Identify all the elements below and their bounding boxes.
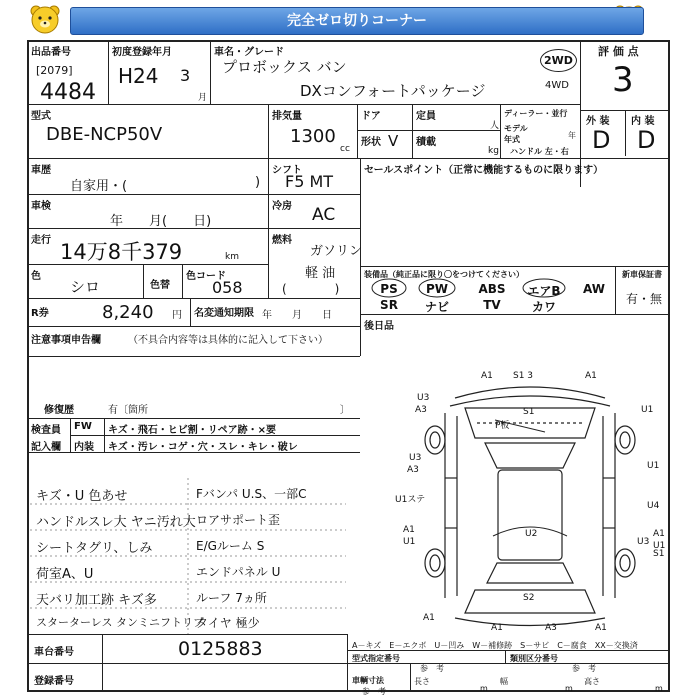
svg-text:A3: A3: [407, 465, 419, 475]
model-label: 型式: [31, 111, 51, 122]
equip-navi: ナビ: [424, 300, 449, 314]
notes-guide-lines: [28, 478, 348, 634]
svg-text:P板: P板: [495, 421, 510, 431]
svg-text:U1: U1: [641, 405, 654, 415]
reg-month-unit: 月: [198, 93, 208, 103]
load-label: 積載: [416, 137, 436, 148]
repair-bracket: 〕: [340, 405, 350, 416]
dim-height: 高さ: [584, 677, 600, 686]
shift-label: シフト: [272, 165, 302, 176]
car-label: 車名・グレード: [214, 47, 284, 58]
equipment-circles: [370, 278, 610, 298]
note-right-1: Fバンパ U.S、一部C: [196, 487, 307, 501]
history-close: ): [255, 175, 261, 190]
color-change-label: 色替: [150, 280, 170, 291]
svg-text:A1: A1: [491, 623, 503, 633]
equip-sr: SR: [380, 298, 398, 312]
car-grade: DXコンフォートパッケージ: [300, 82, 486, 100]
inspector-label: 検査員: [31, 425, 61, 436]
warranty-value: 有・無: [626, 292, 663, 306]
note-left-1: キズ・U 色あせ: [36, 489, 128, 504]
color-label: 色: [31, 271, 41, 282]
note-right-3: E/Gルーム S: [196, 539, 265, 553]
dim-width-unit: m: [565, 684, 573, 693]
svg-text:A1: A1: [423, 613, 435, 623]
note-left-5: 天バリ加工跡 キズ多: [36, 593, 157, 608]
lot-code: [2079]: [36, 64, 73, 77]
dim-height-unit: m: [655, 684, 663, 693]
mileage-unit: km: [225, 252, 239, 262]
ac-value: AC: [312, 205, 336, 225]
type-designation-sub: 参 考: [420, 664, 444, 673]
shape-value: V: [388, 132, 399, 150]
interior-entry-label: 内装: [74, 442, 94, 453]
dealer-label: ディーラー・並行: [504, 109, 568, 118]
dim-width: 幅: [500, 677, 508, 686]
tax-label: 名変通知期限: [194, 308, 254, 319]
recycle-label: R券: [31, 308, 49, 319]
note-left-6: スターターレス タンミニフトリブ: [36, 616, 204, 629]
chassis-label: 車台番号: [34, 647, 74, 658]
dimensions-label: 車輌寸法: [352, 676, 384, 685]
svg-text:S1 3: S1 3: [513, 371, 534, 381]
svg-text:A3: A3: [415, 405, 427, 415]
reg-month: 3: [180, 66, 191, 85]
dim-length: 長さ: [414, 677, 430, 686]
reg-year-era: H24: [118, 64, 159, 88]
svg-text:S2: S2: [523, 593, 535, 603]
shape-label: 形状: [361, 137, 381, 148]
door-label: ドア: [361, 111, 381, 122]
interior-items: キズ・汚レ・コゲ・穴・スレ・キレ・破レ: [108, 442, 298, 453]
load-unit: kg: [488, 146, 499, 156]
entry-label: 記入欄: [31, 442, 61, 453]
svg-text:U1: U1: [647, 461, 660, 471]
svg-text:S1: S1: [653, 549, 665, 559]
mileage-label: 走行: [31, 235, 51, 246]
equip-pw: PW: [425, 282, 449, 296]
svg-text:U3: U3: [637, 537, 650, 547]
damage-legend: A－キズ E－エクボ U－凹み W－補修跡 S－サビ C－腐食 XX－交換済: [352, 641, 638, 650]
car-name: プロボックス バン: [222, 58, 347, 76]
note-left-2: ハンドルスレ大 ヤニ汚れ大: [36, 515, 196, 530]
equip-ps: PS: [380, 282, 398, 296]
inspection-label: 車検: [31, 201, 51, 212]
model-year-unit: 年: [568, 131, 576, 140]
svg-text:U1: U1: [653, 541, 665, 551]
color-code-label: 色コード: [186, 271, 226, 282]
note-right-5: ルーフ 7ヵ所: [196, 591, 267, 605]
drive-2wd: 2WD: [540, 49, 577, 72]
banner-title: 完全ゼロ切りコーナー: [70, 7, 644, 35]
equip-aw: AW: [583, 282, 605, 296]
svg-text:U2: U2: [525, 529, 538, 539]
registration-label: 登録番号: [34, 676, 74, 687]
class-number-label: 類別区分番号: [510, 654, 558, 663]
fw-items: キズ・飛石・ヒビ割・リペア跡・×要: [108, 425, 276, 436]
fuel-gasoline: ガソリン: [310, 244, 363, 259]
note-right-6: タイヤ 極少: [196, 616, 260, 630]
svg-text:A1: A1: [403, 525, 415, 535]
type-designation-label: 型式指定番号: [352, 654, 400, 663]
interior-score: D: [637, 126, 656, 154]
history-value: 自家用・(: [70, 179, 128, 194]
score-label: 評 価 点: [598, 45, 639, 58]
aftermarket-label: 後日品: [364, 321, 394, 332]
repair-value: 有〔箇所: [108, 405, 148, 416]
bear-mascot-icon: [28, 3, 62, 37]
svg-text:A1: A1: [653, 529, 665, 539]
svg-text:U3: U3: [409, 453, 422, 463]
capacity-unit: 人: [490, 121, 500, 131]
notes-section-label: 注意事項申告欄: [31, 335, 101, 346]
inspection-value: 年 月( 日): [110, 214, 212, 229]
recycle-value: 8,240: [102, 302, 154, 323]
car-damage-diagram: [395, 368, 665, 633]
model-value: DBE-NCP50V: [46, 124, 163, 145]
equip-airbag: エアB: [527, 284, 561, 298]
drive-4wd: 4WD: [545, 80, 569, 91]
fw-label: FW: [74, 421, 92, 432]
repair-label: 修復歴: [44, 405, 74, 416]
color-code: 058: [212, 278, 243, 297]
note-left-4: 荷室A、U: [36, 567, 94, 582]
mileage-value: 14万8千379: [60, 240, 183, 264]
sales-point-label: セールスポイント（正常に機能するものに限ります）: [364, 165, 604, 176]
dim-length-unit: m: [480, 684, 488, 693]
handle-label: ハンドル 左・右: [510, 147, 569, 156]
warranty-label: 新車保証書: [622, 270, 662, 279]
displacement-label: 排気量: [272, 111, 302, 122]
reg-year-label: 初度登録年月: [112, 47, 172, 58]
svg-text:U4: U4: [647, 501, 660, 511]
notes-section-sub: （不具合内容等は具体的に記入して下さい）: [128, 335, 328, 346]
displacement-unit: cc: [340, 144, 350, 154]
svg-text:A1: A1: [585, 371, 597, 381]
displacement-value: 1300: [290, 126, 336, 147]
equip-abs: ABS: [478, 282, 506, 296]
note-left-3: シートタグリ、しみ: [36, 541, 153, 556]
svg-text:U1: U1: [403, 537, 416, 547]
svg-text:A1: A1: [481, 371, 493, 381]
color-value: シロ: [70, 278, 101, 296]
history-label: 車歴: [31, 165, 51, 176]
svg-text:U1ステ: U1ステ: [395, 495, 426, 505]
lot-number: 4484: [40, 80, 96, 105]
equip-leather: カワ: [531, 300, 556, 314]
dimensions-sub: 参 考: [362, 687, 386, 696]
lot-label: 出品番号: [31, 47, 71, 58]
shift-value: F5 MT: [285, 172, 334, 191]
capacity-label: 定員: [416, 111, 436, 122]
class-number-sub: 参 考: [572, 664, 596, 673]
chassis-number: 0125883: [178, 638, 263, 660]
fuel-diesel: 軽 油: [305, 266, 336, 281]
svg-text:A1: A1: [595, 623, 607, 633]
tax-value: 年 月 日: [262, 310, 332, 321]
equipment-label: 装備品（純正品に限り〇をつけてください）: [364, 270, 524, 279]
svg-text:S1: S1: [523, 407, 535, 417]
svg-text:A3: A3: [545, 623, 557, 633]
fuel-label: 燃料: [272, 235, 292, 246]
interior-label: 内 装: [631, 116, 655, 127]
fuel-other: ( ): [282, 282, 340, 296]
model-year-label: モデル年式: [504, 124, 528, 144]
note-right-4: エンドパネル U: [196, 565, 281, 579]
svg-text:U3: U3: [417, 393, 430, 403]
ac-label: 冷房: [272, 201, 292, 212]
score-value: 3: [612, 60, 634, 100]
note-right-2: ロアサポート歪: [196, 513, 281, 527]
exterior-score: D: [592, 126, 611, 154]
equip-tv: TV: [483, 298, 501, 312]
recycle-unit: 円: [172, 310, 182, 321]
exterior-label: 外 装: [586, 116, 610, 127]
